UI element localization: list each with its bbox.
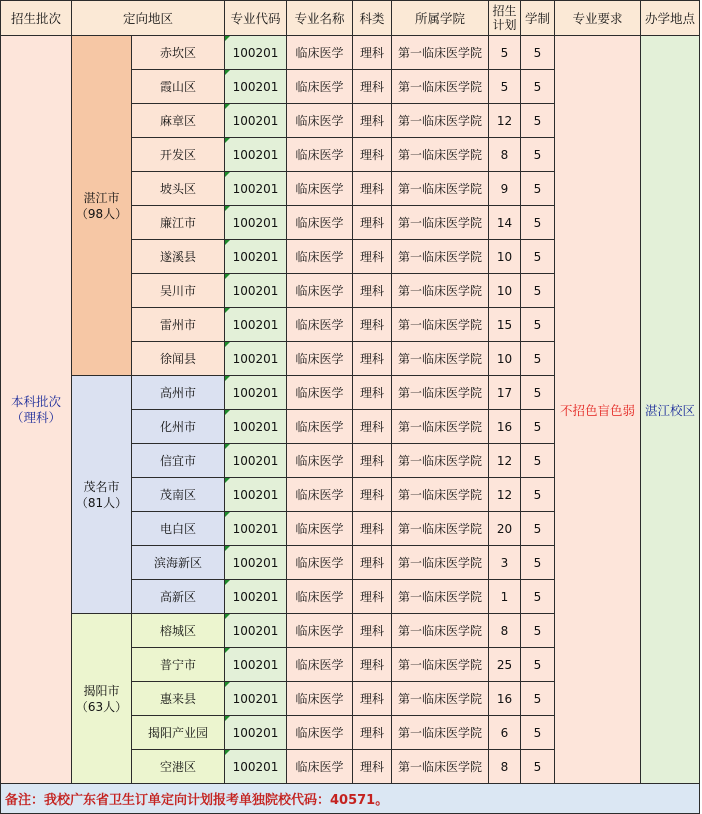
district-cell: 麻章区	[132, 104, 225, 138]
category-cell: 理科	[353, 104, 392, 138]
college-cell: 第一临床医学院	[392, 682, 489, 716]
city-name: 揭阳市	[83, 683, 120, 698]
table-body	[1, 36, 700, 784]
city-name: 茂名市	[83, 479, 120, 494]
college-cell: 第一临床医学院	[392, 308, 489, 342]
district-cell: 廉江市	[132, 206, 225, 240]
plan-cell: 12	[489, 478, 521, 512]
district-cell: 惠来县	[132, 682, 225, 716]
major-name-cell: 临床医学	[287, 240, 353, 274]
years-cell: 5	[521, 36, 555, 70]
years-cell: 5	[521, 478, 555, 512]
major-code-cell: 100201	[225, 70, 287, 104]
district-cell: 茂南区	[132, 478, 225, 512]
category-cell: 理科	[353, 716, 392, 750]
major-code-cell: 100201	[225, 308, 287, 342]
category-cell: 理科	[353, 682, 392, 716]
years-cell: 5	[521, 546, 555, 580]
years-cell: 5	[521, 70, 555, 104]
college-cell: 第一临床医学院	[392, 70, 489, 104]
header-batch: 招生批次	[1, 1, 72, 36]
plan-cell: 15	[489, 308, 521, 342]
years-cell: 5	[521, 614, 555, 648]
district-cell: 空港区	[132, 750, 225, 784]
years-cell: 5	[521, 308, 555, 342]
header-category: 科类	[353, 1, 392, 36]
category-cell: 理科	[353, 308, 392, 342]
major-name-cell: 临床医学	[287, 206, 353, 240]
plan-cell: 12	[489, 104, 521, 138]
city-cell	[72, 376, 132, 614]
major-code-cell: 100201	[225, 206, 287, 240]
major-code-cell: 100201	[225, 648, 287, 682]
major-name-cell: 临床医学	[287, 750, 353, 784]
plan-cell: 6	[489, 716, 521, 750]
plan-cell: 20	[489, 512, 521, 546]
category-cell: 理科	[353, 342, 392, 376]
major-name-cell: 临床医学	[287, 274, 353, 308]
major-code-cell: 100201	[225, 104, 287, 138]
district-cell: 榕城区	[132, 614, 225, 648]
college-cell: 第一临床医学院	[392, 512, 489, 546]
major-code-cell: 100201	[225, 750, 287, 784]
major-code-cell: 100201	[225, 512, 287, 546]
city-total: （81人）	[75, 495, 128, 510]
plan-cell: 17	[489, 376, 521, 410]
years-cell: 5	[521, 240, 555, 274]
category-cell: 理科	[353, 70, 392, 104]
major-code-cell: 100201	[225, 444, 287, 478]
batch-label: 本科批次	[10, 393, 61, 409]
plan-cell: 16	[489, 682, 521, 716]
header-major: 专业名称	[287, 1, 353, 36]
plan-cell: 3	[489, 546, 521, 580]
district-cell: 吴川市	[132, 274, 225, 308]
district-cell: 高州市	[132, 376, 225, 410]
college-cell: 第一临床医学院	[392, 410, 489, 444]
header-row	[1, 1, 700, 36]
header-code: 专业代码	[225, 1, 287, 36]
location-cell: 湛江校区	[641, 36, 700, 784]
header-location: 办学地点	[641, 1, 700, 36]
category-cell: 理科	[353, 410, 392, 444]
college-cell: 第一临床医学院	[392, 240, 489, 274]
footnote: 备注：我校广东省卫生订单定向计划报考单独院校代码：40571。	[1, 784, 700, 814]
district-cell: 化州市	[132, 410, 225, 444]
table-row	[1, 36, 700, 70]
major-code-cell: 100201	[225, 376, 287, 410]
header-plan: 招生计划	[489, 1, 521, 36]
plan-cell: 5	[489, 70, 521, 104]
college-cell: 第一临床医学院	[392, 580, 489, 614]
major-name-cell: 临床医学	[287, 512, 353, 546]
years-cell: 5	[521, 682, 555, 716]
district-cell: 信宜市	[132, 444, 225, 478]
years-cell: 5	[521, 104, 555, 138]
years-cell: 5	[521, 580, 555, 614]
district-cell: 开发区	[132, 138, 225, 172]
years-cell: 5	[521, 274, 555, 308]
college-cell: 第一临床医学院	[392, 36, 489, 70]
major-name-cell: 临床医学	[287, 104, 353, 138]
college-cell: 第一临床医学院	[392, 138, 489, 172]
major-code-cell: 100201	[225, 274, 287, 308]
district-cell: 电白区	[132, 512, 225, 546]
district-cell: 遂溪县	[132, 240, 225, 274]
college-cell: 第一临床医学院	[392, 444, 489, 478]
major-name-cell: 临床医学	[287, 70, 353, 104]
category-cell: 理科	[353, 138, 392, 172]
major-code-cell: 100201	[225, 546, 287, 580]
major-name-cell: 临床医学	[287, 36, 353, 70]
major-name-cell: 临床医学	[287, 172, 353, 206]
category-cell: 理科	[353, 444, 392, 478]
header-college: 所属学院	[392, 1, 489, 36]
header-years: 学制	[521, 1, 555, 36]
category-cell: 理科	[353, 478, 392, 512]
plan-cell: 1	[489, 580, 521, 614]
plan-cell: 10	[489, 342, 521, 376]
district-cell: 霞山区	[132, 70, 225, 104]
years-cell: 5	[521, 750, 555, 784]
major-code-cell: 100201	[225, 36, 287, 70]
requirement-cell: 不招色盲色弱	[555, 36, 641, 784]
category-cell: 理科	[353, 172, 392, 206]
major-name-cell: 临床医学	[287, 682, 353, 716]
major-code-cell: 100201	[225, 716, 287, 750]
years-cell: 5	[521, 410, 555, 444]
major-name-cell: 临床医学	[287, 342, 353, 376]
plan-cell: 14	[489, 206, 521, 240]
plan-cell: 8	[489, 138, 521, 172]
category-cell: 理科	[353, 36, 392, 70]
college-cell: 第一临床医学院	[392, 172, 489, 206]
years-cell: 5	[521, 444, 555, 478]
years-cell: 5	[521, 138, 555, 172]
major-code-cell: 100201	[225, 580, 287, 614]
years-cell: 5	[521, 206, 555, 240]
college-cell: 第一临床医学院	[392, 376, 489, 410]
major-name-cell: 临床医学	[287, 138, 353, 172]
district-cell: 普宁市	[132, 648, 225, 682]
batch-subject: （理科）	[10, 409, 61, 425]
major-name-cell: 临床医学	[287, 308, 353, 342]
district-cell: 赤坎区	[132, 36, 225, 70]
major-code-cell: 100201	[225, 342, 287, 376]
major-code-cell: 100201	[225, 138, 287, 172]
plan-cell: 16	[489, 410, 521, 444]
college-cell: 第一临床医学院	[392, 750, 489, 784]
college-cell: 第一临床医学院	[392, 648, 489, 682]
plan-cell: 25	[489, 648, 521, 682]
district-cell: 雷州市	[132, 308, 225, 342]
major-name-cell: 临床医学	[287, 444, 353, 478]
college-cell: 第一临床医学院	[392, 716, 489, 750]
plan-cell: 10	[489, 274, 521, 308]
plan-cell: 5	[489, 36, 521, 70]
city-total: （63人）	[75, 699, 128, 714]
category-cell: 理科	[353, 240, 392, 274]
category-cell: 理科	[353, 512, 392, 546]
years-cell: 5	[521, 342, 555, 376]
major-name-cell: 临床医学	[287, 376, 353, 410]
major-code-cell: 100201	[225, 682, 287, 716]
note-row	[1, 784, 700, 814]
college-cell: 第一临床医学院	[392, 478, 489, 512]
major-name-cell: 临床医学	[287, 716, 353, 750]
category-cell: 理科	[353, 274, 392, 308]
major-code-cell: 100201	[225, 410, 287, 444]
college-cell: 第一临床医学院	[392, 614, 489, 648]
college-cell: 第一临床医学院	[392, 274, 489, 308]
category-cell: 理科	[353, 750, 392, 784]
district-cell: 高新区	[132, 580, 225, 614]
city-name: 湛江市	[83, 190, 120, 205]
major-name-cell: 临床医学	[287, 410, 353, 444]
major-name-cell: 临床医学	[287, 478, 353, 512]
district-cell: 揭阳产业园	[132, 716, 225, 750]
major-name-cell: 临床医学	[287, 546, 353, 580]
major-code-cell: 100201	[225, 240, 287, 274]
category-cell: 理科	[353, 376, 392, 410]
major-code-cell: 100201	[225, 172, 287, 206]
district-cell: 徐闻县	[132, 342, 225, 376]
major-name-cell: 临床医学	[287, 648, 353, 682]
college-cell: 第一临床医学院	[392, 104, 489, 138]
plan-cell: 9	[489, 172, 521, 206]
college-cell: 第一临床医学院	[392, 546, 489, 580]
city-total: （98人）	[75, 206, 128, 221]
category-cell: 理科	[353, 648, 392, 682]
category-cell: 理科	[353, 580, 392, 614]
batch-cell	[1, 36, 72, 784]
district-cell: 坡头区	[132, 172, 225, 206]
district-cell: 滨海新区	[132, 546, 225, 580]
years-cell: 5	[521, 172, 555, 206]
major-name-cell: 临床医学	[287, 614, 353, 648]
years-cell: 5	[521, 716, 555, 750]
category-cell: 理科	[353, 546, 392, 580]
city-cell	[72, 614, 132, 784]
major-name-cell: 临床医学	[287, 580, 353, 614]
city-cell	[72, 36, 132, 376]
years-cell: 5	[521, 648, 555, 682]
plan-cell: 8	[489, 614, 521, 648]
years-cell: 5	[521, 376, 555, 410]
plan-cell: 12	[489, 444, 521, 478]
category-cell: 理科	[353, 614, 392, 648]
major-code-cell: 100201	[225, 614, 287, 648]
years-cell: 5	[521, 512, 555, 546]
plan-cell: 10	[489, 240, 521, 274]
plan-cell: 8	[489, 750, 521, 784]
college-cell: 第一临床医学院	[392, 342, 489, 376]
header-region: 定向地区	[72, 1, 225, 36]
category-cell: 理科	[353, 206, 392, 240]
college-cell: 第一临床医学院	[392, 206, 489, 240]
header-requirement: 专业要求	[555, 1, 641, 36]
major-code-cell: 100201	[225, 478, 287, 512]
